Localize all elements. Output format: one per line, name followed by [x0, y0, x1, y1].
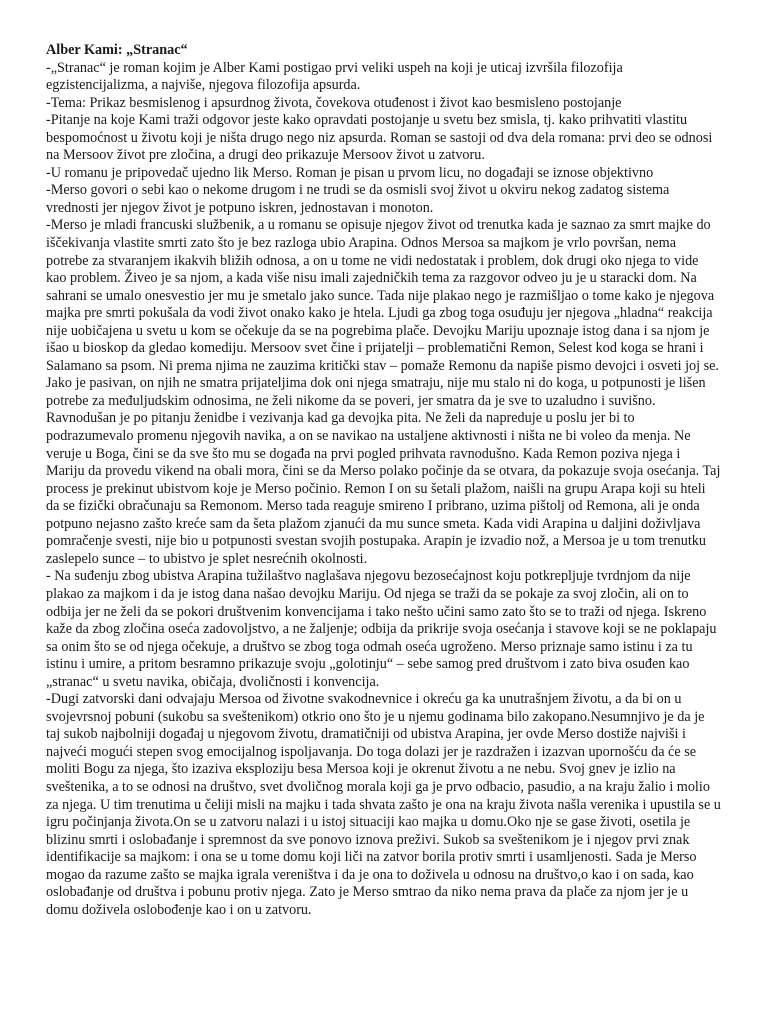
paragraph-theme: -Tema: Prikaz besmislenog i apsurdnog života, čovekova otuđenost i život kao besmisleno postojanje — [46, 94, 622, 111]
paragraph-plot: -Merso je mladi francuski službenik, a u romanu se opisuje njegov život od trenutka kada je saznao za smrt majke do iščekivanja vlastite smrti zato što je bez razloga ubio Arapina. Odnos Mersoa sa majkom je vrlo površan, nema potrebe za stvaranjem ikakvih bližih odnosa, a on u tome ne vidi nedostatak i problem, dok drugi oko njega to vide kao problem. Živeo je sa njom, a kada više nisu imali zajedničkih tema za razgovor odveo ju je u staracki dom. Na sahrani se umalo onesvestio jer mu je smetalo jako sunce. Tada nije plakao nego je razmišljao o tome kako je njegova majka pre smrti pokušala da vodi život onako kako je htela. Ljudi ga zbog toga osuđuju jer njegova „hladna“ reakcija nije uobičajena u svetu u kom se očekuje da se na pogrebima plače. Devojku Mariju upoznaje istog dana i sa njom je išao u bioskop da gledao komediju. Mersoov svet čine i prijatelji – problematični Remon, Selest kod koga se hrani i Salamano sa psom. Ni prema njima ne zauzima kritički stav – pomaže Remonu da napiše pismo devojci i osveti joj se. Jako je pasivan, on njih ne smatra prijateljima dok oni njega smatraju, nije mu stalo ni do koga, u potpunosti je lišen potrebe za međuljudskim odnosima, ne želi nikome da se poveri, jer smatra da je sve to uzaludno i suvišno. Ravnodušan je po pitanju ženidbe i vezivanja kad ga devojka pita. Ne želi da napreduje u poslu jer bi to podrazumevalo promenu njegovih navika, a on se navikao na ustaljene aktivnosti i ništa ne bi voleo da menja. Ne veruje u Boga, čini se da sve što mu se događa na prvi pogled prihvata ravnodušno. Kada Remon poziva njega i Mariju da provedu vikend na obali mora, čini se da Merso polako počinje da se otvara, da pokazuje svoja osećanja. Taj process je prekinut ubistvom koje je Merso počinio. Remon I on su šetali plažom, naišli na grupu Arapa koji su hteli da se fizički obračunaju sa Remonom. Merso tada reaguje smireno I pribrano, uzima pištolj od Remona, ali je onda potpuno nejasno zašto kreće sam da šeta plažom zjanući da mu sunce smeta. Kada vidi Arapina u daljini doživljava pomračenje svesti, nije bio u potpunosti svestan svojih postupaka. Arapin je izvadio nož, a Mersoa je u tom trenutku zaslepelo sunce – to ubistvo je splet nesrećnih okolnosti. — [46, 217, 721, 567]
paragraph-self-description: -Merso govori o sebi kao o nekome drugom i ne trudi se da osmisli svoj život u okviru nekog zadatog sistema vrednosti jer njegov život je potpuno iskren, jednostavan i monoton. — [46, 182, 670, 216]
paragraph-intro: -„Stranac“ je roman kojim je Alber Kami postigao prvi veliki uspeh na koji je uticaj izvršila filozofija egzistencijalizma, a najviše, njegova filozofija apsurda. — [46, 59, 623, 94]
paragraph-trial: - Na suđenju zbog ubistva Arapina tužilaštvo naglašava njegovu bezosećajnost koju potkrepljuje tvrdnjom da nije plakao za majkom i da je istog dana našao devojku Mariju. Od njega se traži da se pokaje za svoj zločin, ali on to odbija jer ne želi da se pokori društvenim konvencijama i tako nešto učini samo zato što se to traži od njega. Iskreno kaže da zbog zločina oseća zadovoljstvo, a ne žaljenje; odbija da prikrije svoja osećanja i stavove koji se ne poklapaju sa onim što se od njega očekuje, a društvo se zbog toga odmah oseća ugroženo. Merso priznaje samo istinu i za tu istinu i umire, a pritom besramno prikazuje svoju „golotinju“ – sebe samog pred društvom i zato biva osuđen kao „stranac“ u svetu navika, običaja, dvoličnosti i konvencija. — [46, 568, 717, 690]
paragraph-narrator: -U romanu je pripovedač ujedno lik Merso. Roman je pisan u prvom licu, no događaji se iznose objektivno — [46, 164, 654, 181]
paragraph-question: -Pitanje na koje Kami traži odgovor jeste kako opravdati postojanje u svetu bez smisla, tj. kako prihvatiti vlastitu bespomoćnost u životu koji je ništa drugo nego niz apsurda. Roman se sastoji od dva dela romana: prvi deo se odnosi na Mersoov život pre zločina, a drugi deo prikazuje Mersoov život u zatvoru. — [46, 112, 713, 164]
document-title: Alber Kami: „Stranac“ — [46, 42, 188, 58]
paragraph-prison: -Dugi zatvorski dani odvajaju Mersoa od životne svakodnevnice i okreću ga ka unutrašnjem životu, a da bi on u svojevrsnoj pobuni (sukobu sa sveštenikom) otkrio ono što je u njemu godinama bilo zakopano.Nesumnjivo je da je taj sukob najbolniji događaj u njegovom životu, dramatičniji od ubistva Arapina, jer ovde Merso dostiže najviši i najveći mogući stepen svog emocijalnog ispoljavanja. Do toga dolazi jer je razdražen i izazvan upornošću da će se moliti Bogu za njega, što izaziva eksploziju besa Mersoa koji je okrenut životu a ne nebu. Svoj gnev je izlio na sveštenika, a to se odnosi na društvo, svet dvoličnog morala koji ga je prvo odbacio, pasudio, a na kraju žalio i molio za njega. U tim trenutima u čeliji misli na majku i tada shvata zašto je ona na kraju života našla verenika i upustila se u igru počinjanja života.On se u zatvoru nalazi i u istoj situaciji kao majka u domu.Oko nje se gase životi, osetila je blizinu smrti i oslobađanje i spremnost da sve ponovo iznova preživi. Sukob sa sveštenikom je i njegov prvi znak identifikacije sa majkom: i ona se u tome domu koji liči na zatvor borila protiv smrti i usamljenosti. Sada je Merso mogao da razume zašto se majka igrala vereništva i da je ona to doživela u odnosu na društvo,o kao i on sada, kao oslobađanje od društva i pobunu protiv njega. Zato je Merso smtrao da niko nema prava da plače za njom jer je u domu doživela oslobođenje kao i on u zatvoru. — [46, 691, 721, 918]
document-page — [46, 42, 722, 919]
